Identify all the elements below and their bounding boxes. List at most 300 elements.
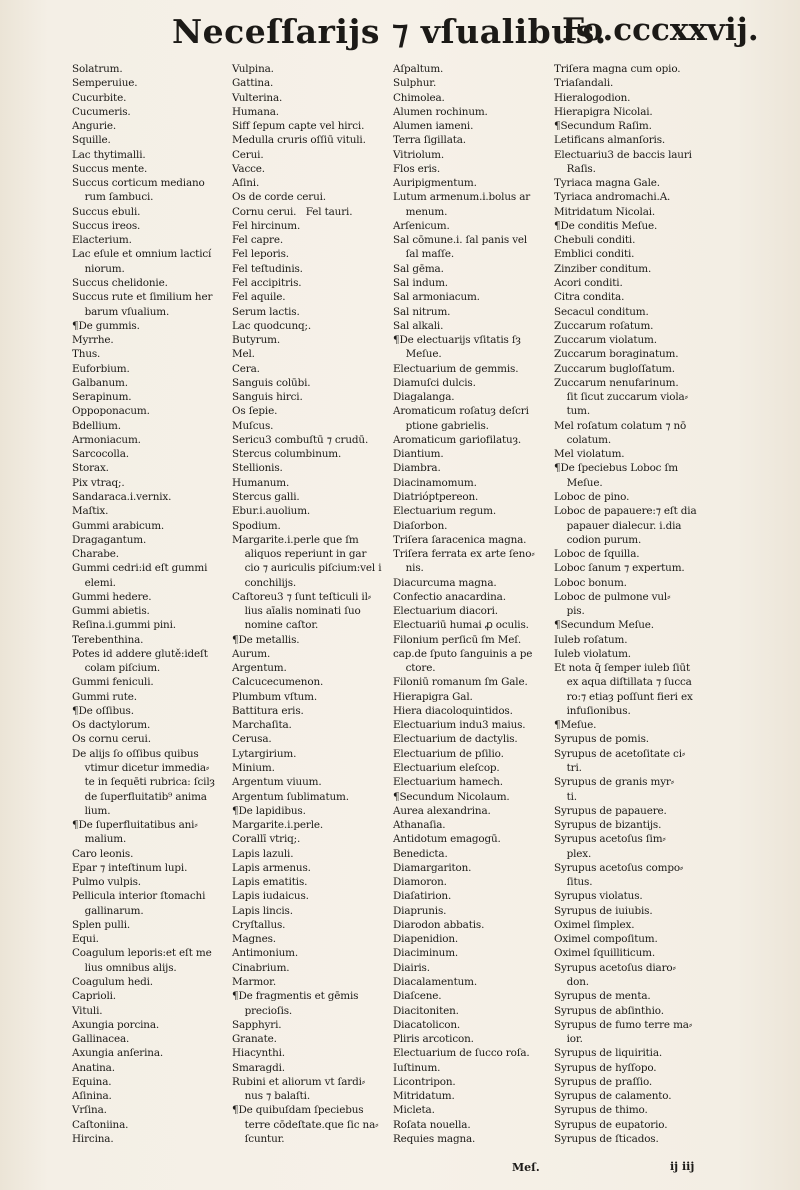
- index-entry: Pellicula interior ſtomachi: [72, 890, 206, 903]
- index-entry: ſitus.: [554, 876, 593, 889]
- index-entry: Argentum viuum.: [232, 776, 322, 789]
- index-entry: Equi.: [72, 933, 99, 946]
- index-entry: Aſpaltum.: [393, 63, 444, 75]
- index-entry: Letificans almanſoris.: [554, 134, 666, 147]
- index-entry: Hiera diacoloquintidos.: [393, 704, 513, 717]
- index-entry: Dragagantum.: [72, 533, 147, 546]
- index-entry: Diapenidion.: [393, 933, 459, 946]
- index-entry: Oximel ſimplex.: [554, 918, 635, 931]
- index-entry: Diacalamentum.: [393, 976, 477, 988]
- index-entry: Solatrum.: [72, 63, 123, 75]
- index-entry: Syrupus de calamento.: [554, 1090, 672, 1103]
- index-entry: Cinabrium.: [232, 961, 290, 974]
- index-entry: Gattina.: [232, 77, 274, 90]
- index-entry: aliquos reperiunt in gar: [232, 548, 367, 561]
- index-entry: Roſata nouella.: [393, 1118, 471, 1131]
- index-entry: ¶De metallis.: [232, 633, 300, 646]
- index-entry: Gallinacea.: [72, 1033, 130, 1046]
- index-entry: Succus ireos.: [72, 219, 141, 232]
- index-entry: nis.: [393, 562, 424, 575]
- index-entry: malium.: [72, 833, 127, 846]
- index-entry: Diamoron.: [393, 876, 447, 889]
- index-entry: Vulterina.: [232, 91, 283, 104]
- index-entry: Citra condita.: [554, 291, 625, 304]
- index-entry: Lutum armenum.i.bolus ar: [393, 191, 531, 204]
- index-entry: ſal maſſe.: [393, 248, 454, 261]
- index-entry: Smaragdi.: [232, 1061, 285, 1074]
- index-entry: Lapis iudaicus.: [232, 890, 309, 903]
- index-entry: Angurie.: [72, 120, 117, 133]
- index-entry: ¶De oſſibus.: [72, 704, 134, 717]
- index-entry: Medulla cruris oſſiū vituli.: [232, 134, 366, 147]
- index-entry: Serapinum.: [72, 391, 132, 404]
- index-entry: Sal armoniacum.: [393, 291, 480, 304]
- index-entry: Axungia porcina.: [72, 1018, 160, 1031]
- index-entry: Iuleb violatum.: [554, 647, 631, 660]
- index-entry: Pliris arcoticon.: [393, 1033, 474, 1046]
- index-entry: Syrupus de menta.: [554, 990, 651, 1003]
- index-entry: nomine caſtor.: [232, 619, 319, 632]
- index-entry: Diacinamomum.: [393, 476, 477, 489]
- index-entry: Gummi abietis.: [72, 605, 150, 618]
- index-entry: ¶De ſuperfluitatibus ani⸗: [72, 819, 198, 832]
- index-entry: Oppoponacum.: [72, 405, 150, 418]
- index-entry: ¶De conditis Meſue.: [554, 219, 658, 232]
- index-entry: Chimolea.: [393, 91, 445, 104]
- index-entry: vtimur dicetur immedia⸗: [72, 762, 210, 775]
- index-entry: Coagulum leporis:et eſt me: [72, 947, 212, 960]
- index-entry: Triſera ferrata ex arte ſeno⸗: [393, 548, 535, 561]
- index-entry: Sandaraca.i.vernix.: [72, 490, 172, 503]
- index-entry: Cucumeris.: [72, 105, 131, 118]
- index-entry: ſcuntur.: [232, 1132, 285, 1145]
- index-entry: de ſuperfluitatib⁹ anima: [72, 790, 207, 803]
- index-entry: Zuccarum violatum.: [554, 334, 657, 347]
- index-entry: ¶De quibuſdam ſpeciebus: [232, 1104, 364, 1117]
- index-entry: ¶De gummis.: [72, 319, 140, 332]
- index-entry: Hieralogodion.: [554, 91, 631, 104]
- index-entry: Micleta.: [393, 1104, 435, 1117]
- index-entry: Humanum.: [232, 476, 290, 489]
- column-2: [232, 62, 392, 1146]
- index-entry: Diambra.: [393, 462, 441, 475]
- index-entry: Zuccarum roſatum.: [554, 319, 654, 332]
- index-entry: ſit ſicut zuccarum viola⸗: [554, 391, 688, 404]
- index-entry: Charabe.: [72, 548, 119, 561]
- index-entry: Stellionis.: [232, 462, 283, 475]
- index-entry: Diacitoniten.: [393, 1004, 459, 1017]
- index-entry: Vituli.: [72, 1004, 103, 1017]
- index-entry: Lapis lazuli.: [232, 847, 294, 860]
- index-entry: Fel hircinum.: [232, 219, 301, 232]
- index-entry: ¶Secundum Meſue.: [554, 619, 654, 632]
- index-entry: Filonium perſicū ſm Meſ.: [393, 633, 522, 646]
- index-entry: Sal nitrum.: [393, 305, 451, 318]
- index-entry: Loboc de pulmone vul⸗: [554, 590, 671, 603]
- index-entry: Sanguis hirci.: [232, 391, 303, 404]
- index-entry: Cornu cerui. Fel tauri.: [232, 205, 353, 218]
- index-entry: Splen pulli.: [72, 918, 131, 931]
- index-entry: Electuarium de dactylis.: [393, 733, 518, 746]
- index-entry: Oximel compoſitum.: [554, 933, 658, 946]
- index-entry: Hierapigra Nicolai.: [554, 105, 653, 118]
- index-entry: Syrupus acetoſus ſim⸗: [554, 833, 666, 846]
- index-entry: Stercus galli.: [232, 490, 300, 503]
- index-entry: Coagulum hedi.: [72, 976, 153, 988]
- index-entry: Bdellium.: [72, 419, 121, 432]
- index-entry: Semperuiue.: [72, 77, 138, 90]
- index-entry: nus ⁊ balaſti.: [232, 1090, 311, 1103]
- index-entry: Diacatolicon.: [393, 1018, 461, 1031]
- index-entry: Acori conditi.: [554, 276, 623, 289]
- index-entry: Diaſcene.: [393, 990, 442, 1003]
- index-entry: Corallī vtriq;.: [232, 833, 301, 846]
- index-entry: Fel capre.: [232, 234, 284, 247]
- index-entry: Diamargariton.: [393, 861, 472, 874]
- index-entry: Diarodon abbatis.: [393, 918, 485, 931]
- index-entry: Electuarium hamech.: [393, 776, 503, 789]
- index-entry: plex.: [554, 847, 592, 860]
- index-entry: Lytargirium.: [232, 747, 297, 760]
- index-entry: Hierapigra Gal.: [393, 690, 473, 703]
- index-entry: Fel accipitris.: [232, 276, 302, 289]
- index-entry: Os ſepie.: [232, 405, 278, 418]
- index-entry: Rubini et aliorum vt ſardi⸗: [232, 1075, 366, 1088]
- index-entry: ro:⁊ etiaȝ poſſunt fieri ex: [554, 690, 693, 703]
- index-entry: Secacul conditum.: [554, 305, 649, 318]
- index-entry: Terebenthina.: [72, 633, 144, 646]
- index-entry: Lapis armenus.: [232, 861, 311, 874]
- index-entry: Et nota q̄ ſemper iuleb ſiūt: [554, 662, 690, 675]
- index-entry: Cerui.: [232, 148, 264, 161]
- index-entry: Argentum.: [232, 662, 287, 675]
- index-entry: Anatina.: [72, 1061, 115, 1074]
- index-entry: Terra ſigillata.: [393, 134, 466, 147]
- index-entry: Aurea alexandrina.: [393, 804, 491, 817]
- index-entry: niorum.: [72, 262, 125, 275]
- index-entry: Vitriolum.: [393, 148, 445, 161]
- signature-mark: ij iij: [670, 1160, 695, 1173]
- index-entry: Syrupus de liquiritia.: [554, 1047, 663, 1060]
- catchword: Meſ.: [512, 1161, 540, 1174]
- index-entry: Syrupus de abſinthio.: [554, 1004, 664, 1017]
- index-entry: Caprioli.: [72, 990, 116, 1003]
- index-entry: rum ſambuci.: [72, 191, 154, 204]
- index-entry: lium.: [72, 804, 111, 817]
- index-entry: Sapphyri.: [232, 1018, 282, 1031]
- index-entry: Loboc de papauere:⁊ eſt dia: [554, 505, 697, 518]
- index-entry: Flos eris.: [393, 162, 440, 175]
- index-entry: Emblici conditi.: [554, 248, 635, 261]
- index-entry: Argentum ſublimatum.: [232, 790, 349, 803]
- index-entry: Chebuli conditi.: [554, 234, 636, 247]
- index-entry: Syrupus de praſſio.: [554, 1075, 653, 1088]
- index-entry: Lac thytimalli.: [72, 148, 146, 161]
- index-entry: Cucurbite.: [72, 91, 127, 104]
- folio-number: Fo.cccxxvij.: [562, 12, 759, 48]
- index-entry: Stercus columbinum.: [232, 448, 342, 461]
- index-entry: Diaciminum.: [393, 947, 459, 960]
- index-entry: Electuarium eleſcop.: [393, 762, 500, 775]
- index-entry: Lac quodcunq;.: [232, 319, 312, 332]
- index-entry: Zuccarum bugloſſatum.: [554, 362, 675, 375]
- index-entry: Granate.: [232, 1033, 277, 1046]
- index-entry: Syrupus de eupatorio.: [554, 1118, 668, 1131]
- index-entry: Loboc de ſquilla.: [554, 548, 640, 561]
- index-entry: ¶De fragmentis et gēmis: [232, 990, 359, 1003]
- index-entry: Zuccarum nenufarinum.: [554, 376, 679, 389]
- index-entry: Myrrhe.: [72, 334, 114, 347]
- index-entry: Humana.: [232, 105, 279, 118]
- index-entry: De alijs ſo oſſibus quibus: [72, 747, 199, 760]
- index-entry: Pix vtraq;.: [72, 476, 125, 489]
- index-entry: Syrupus acetoſus compo⸗: [554, 861, 684, 874]
- column-3: [393, 62, 557, 1146]
- column-1: [72, 62, 234, 1146]
- index-entry: Syrupus de acetoſitate ci⸗: [554, 747, 686, 760]
- index-entry: Electuarium regum.: [393, 505, 496, 518]
- index-entry: Oximel ſquilliticum.: [554, 947, 655, 960]
- index-entry: Marchaſita.: [232, 719, 292, 732]
- index-entry: Serum lactis.: [232, 305, 300, 318]
- index-entry: Storax.: [72, 462, 109, 475]
- index-entry: Auripigmentum.: [393, 177, 477, 190]
- index-entry: colatum.: [554, 433, 612, 446]
- index-entry: Gummi cedri:id eſt gummi: [72, 562, 208, 575]
- index-entry: Os dactylorum.: [72, 719, 151, 732]
- index-entry: tri.: [554, 762, 582, 775]
- index-entry: Electuarium indu3 maius.: [393, 719, 526, 732]
- index-entry: Arſenicum.: [393, 219, 450, 232]
- index-entry: Sericu3 combuſtū ⁊ crudū.: [232, 433, 369, 446]
- index-entry: Pulmo vulpis.: [72, 876, 141, 889]
- index-entry: Aromaticum gariofilatuȝ.: [393, 433, 522, 446]
- running-title: Neceſſarijs ⁊ vſualibus.: [172, 12, 607, 51]
- index-entry: pis.: [554, 605, 585, 618]
- index-entry: Aſinina.: [72, 1090, 112, 1103]
- index-entry: ¶De ſpeciebus Loboc ſm: [554, 462, 678, 475]
- index-entry: Thus.: [72, 348, 101, 361]
- index-entry: Electuariū humai ꝓ oculis.: [393, 619, 529, 632]
- index-entry: Lapis ematitis.: [232, 876, 308, 889]
- index-entry: Filoniū romanum ſm Gale.: [393, 676, 528, 689]
- index-entry: Gummi feniculi.: [72, 676, 154, 689]
- index-entry: Electuariu3 de baccis lauri: [554, 148, 692, 161]
- index-entry: Zuccarum boraginatum.: [554, 348, 679, 361]
- index-entry: Syrupus violatus.: [554, 890, 643, 903]
- index-entry: Muſcus.: [232, 419, 274, 432]
- index-entry: Diamuſci dulcis.: [393, 376, 476, 389]
- index-entry: Gummi rute.: [72, 690, 137, 703]
- index-entry: Syrupus de hyſſopo.: [554, 1061, 657, 1074]
- index-entry: ¶Meſue.: [554, 719, 597, 732]
- index-entry: ctore.: [393, 662, 436, 675]
- index-entry: Loboc de pino.: [554, 490, 630, 503]
- index-entry: Vacce.: [232, 162, 265, 175]
- index-entry: Hiacynthi.: [232, 1047, 285, 1060]
- index-entry: ¶Secundum Raſim.: [554, 120, 652, 133]
- index-entry: Reſina.i.gummi pini.: [72, 619, 176, 632]
- index-entry: Armoniacum.: [72, 433, 141, 446]
- index-entry: colam piſcium.: [72, 662, 161, 675]
- index-entry: Confectio anacardina.: [393, 590, 506, 603]
- index-entry: Succus rute et ſimilium her: [72, 291, 213, 304]
- index-entry: Caro leonis.: [72, 847, 134, 860]
- index-entry: infuſionibus.: [554, 704, 631, 717]
- index-entry: Succus mente.: [72, 162, 148, 175]
- index-entry: Plumbum vſtum.: [232, 690, 317, 703]
- index-entry: Gummi hedere.: [72, 590, 152, 603]
- column-4: [554, 62, 750, 1146]
- index-entry: Iuſtinum.: [393, 1061, 441, 1074]
- index-entry: Axungia anſerina.: [72, 1047, 164, 1060]
- index-entry: Butyrum.: [232, 334, 280, 347]
- index-entry: Cerusa.: [232, 733, 272, 746]
- index-entry: cio ⁊ auriculis piſcium:vel i: [232, 562, 382, 575]
- page-header: [0, 12, 800, 62]
- index-entry: Euforbium.: [72, 362, 130, 375]
- index-entry: ior.: [554, 1033, 583, 1046]
- index-entry: Spodium.: [232, 519, 281, 532]
- index-entry: Margarite.i.perle.: [232, 819, 324, 832]
- index-entry: Ebur.i.auolium.: [232, 505, 311, 518]
- index-entry: Lac eſule et omnium lacticí: [72, 248, 212, 261]
- index-entry: Cryſtallus.: [232, 918, 286, 931]
- index-entry: Mel.: [232, 348, 255, 361]
- index-entry: Caſtoreu3 ⁊ ſunt teſticuli il⸗: [232, 590, 372, 603]
- index-entry: Siff ſepum capte vel hirci.: [232, 120, 365, 133]
- index-entry: barum vſualium.: [72, 305, 170, 318]
- index-entry: don.: [554, 976, 589, 988]
- index-entry: Loboc bonum.: [554, 576, 627, 589]
- index-entry: papauer dialecur. i.dia: [554, 519, 682, 532]
- index-entry: Diaprunis.: [393, 904, 447, 917]
- index-entry: Syrupus de pomis.: [554, 733, 649, 746]
- index-entry: Sal indum.: [393, 276, 448, 289]
- index-entry: Caſtoniina.: [72, 1118, 129, 1131]
- index-entry: Sal alkali.: [393, 319, 444, 332]
- index-entry: ¶Secundum Nicolaum.: [393, 790, 510, 803]
- index-entry: Syrupus de fumo terre ma⸗: [554, 1018, 693, 1031]
- index-entry: Equina.: [72, 1075, 112, 1088]
- index-entry: Vulpina.: [232, 63, 274, 75]
- index-entry: Sulphur.: [393, 77, 437, 90]
- index-entry: Triaſandali.: [554, 77, 614, 90]
- index-entry: Squille.: [72, 134, 111, 147]
- index-entry: Epar ⁊ inteſtinum lupi.: [72, 861, 188, 874]
- index-entry: Antimonium.: [232, 947, 299, 960]
- index-entry: Aſini.: [232, 177, 260, 190]
- index-entry: Mel roſatum colatum ⁊ nō: [554, 419, 687, 432]
- index-entry: Meſue.: [554, 476, 603, 489]
- index-entry: Sarcocolla.: [72, 448, 129, 461]
- index-entry: Iuleb roſatum.: [554, 633, 628, 646]
- index-entry: terre cōdeſtate.que ſic na⸗: [232, 1118, 379, 1131]
- index-entry: lius aīalis nominati ſuo: [232, 605, 361, 618]
- index-entry: Electuarium diacori.: [393, 605, 498, 618]
- index-entry: Diagalanga.: [393, 391, 455, 404]
- index-entry: Marmor.: [232, 976, 276, 988]
- index-entry: Requies magna.: [393, 1132, 476, 1145]
- index-entry: Meſue.: [393, 348, 442, 361]
- index-entry: Sanguis colūbi.: [232, 376, 311, 389]
- index-entry: tum.: [554, 405, 591, 418]
- index-entry: Battitura eris.: [232, 704, 304, 717]
- index-entry: Syrupus de bizantijs.: [554, 819, 662, 832]
- index-entry: Alumen iameni.: [393, 120, 474, 133]
- index-entry: Mitridatum.: [393, 1090, 455, 1103]
- index-entry: ptione gabrielis.: [393, 419, 489, 432]
- index-entry: Succus corticum mediano: [72, 177, 205, 190]
- index-entry: Mel violatum.: [554, 448, 625, 461]
- index-entry: Gummi arabicum.: [72, 519, 165, 532]
- index-entry: Sal gēma.: [393, 262, 444, 275]
- index-entry: Margarite.i.perle que ſm: [232, 533, 359, 546]
- index-entry: ex aqua diſtillata ⁊ ſucca: [554, 676, 692, 689]
- index-entry: Succus ebuli.: [72, 205, 141, 218]
- index-entry: lius omnibus alijs.: [72, 961, 177, 974]
- index-entry: Diatrióptpereon.: [393, 490, 479, 503]
- index-entry: Triſera ſaracenica magna.: [393, 533, 527, 546]
- index-entry: gallinarum.: [72, 904, 144, 917]
- index-entry: Sal cōmune.i. ſal panis vel: [393, 234, 528, 247]
- index-entry: Hircina.: [72, 1132, 114, 1145]
- index-entry: ¶De electuarijs vſitatis ſȝ: [393, 334, 521, 347]
- index-entry: cap.de ſputo ſanguinis a pe: [393, 647, 533, 660]
- index-entry: Minium.: [232, 762, 275, 775]
- index-entry: Antidotum emagogū.: [393, 833, 501, 846]
- index-entry: codion purum.: [554, 533, 642, 546]
- index-entry: Elacterium.: [72, 234, 132, 247]
- index-entry: Magnes.: [232, 933, 276, 946]
- index-entry: Tyriaca magna Gale.: [554, 177, 660, 190]
- index-entry: conchilijs.: [232, 576, 297, 589]
- index-entry: Os cornu cerui.: [72, 733, 151, 746]
- index-entry: Syrupus de iuiubis.: [554, 904, 653, 917]
- index-entry: Diacurcuma magna.: [393, 576, 497, 589]
- index-entry: Syrupus de thimo.: [554, 1104, 648, 1117]
- index-entry: ti.: [554, 790, 577, 803]
- index-entry: Syrupus de papauere.: [554, 804, 667, 817]
- index-entry: Syrupus de ſticados.: [554, 1132, 659, 1145]
- index-entry: Galbanum.: [72, 376, 128, 389]
- index-entry: Zinziber conditum.: [554, 262, 652, 275]
- index-entry: Loboc ſanum ⁊ expertum.: [554, 562, 685, 575]
- index-entry: Mitridatum Nicolai.: [554, 205, 656, 218]
- index-entry: Athanaſia.: [393, 819, 446, 832]
- index-entry: Electuarium de pſilio.: [393, 747, 504, 760]
- index-entry: Fel leporis.: [232, 248, 289, 261]
- index-entry: Diaſatirion.: [393, 890, 452, 903]
- index-entry: menum.: [393, 205, 448, 218]
- index-entry: Aurum.: [232, 647, 271, 660]
- index-entry: Potes id addere glutě:ideſt: [72, 647, 208, 660]
- index-entry: Lapis lincis.: [232, 904, 293, 917]
- index-entry: precioſis.: [232, 1004, 293, 1017]
- index-entry: te in ſequēti rubrica: ſcilȝ: [72, 776, 215, 789]
- index-entry: Syrupus de granis myr⸗: [554, 776, 675, 789]
- index-entry: Alumen rochinum.: [393, 105, 488, 118]
- index-entry: Diantium.: [393, 448, 444, 461]
- index-entry: Diairis.: [393, 961, 430, 974]
- index-entry: Diaſorbon.: [393, 519, 448, 532]
- index-entry: Cera.: [232, 362, 260, 375]
- index-entry: Triſera magna cum opio.: [554, 63, 681, 75]
- index-entry: Calcucecumenon.: [232, 676, 324, 689]
- index-entry: Tyriaca andromachi.A.: [554, 191, 671, 204]
- index-entry: Raſis.: [554, 162, 596, 175]
- index-entry: Benedicta.: [393, 847, 448, 860]
